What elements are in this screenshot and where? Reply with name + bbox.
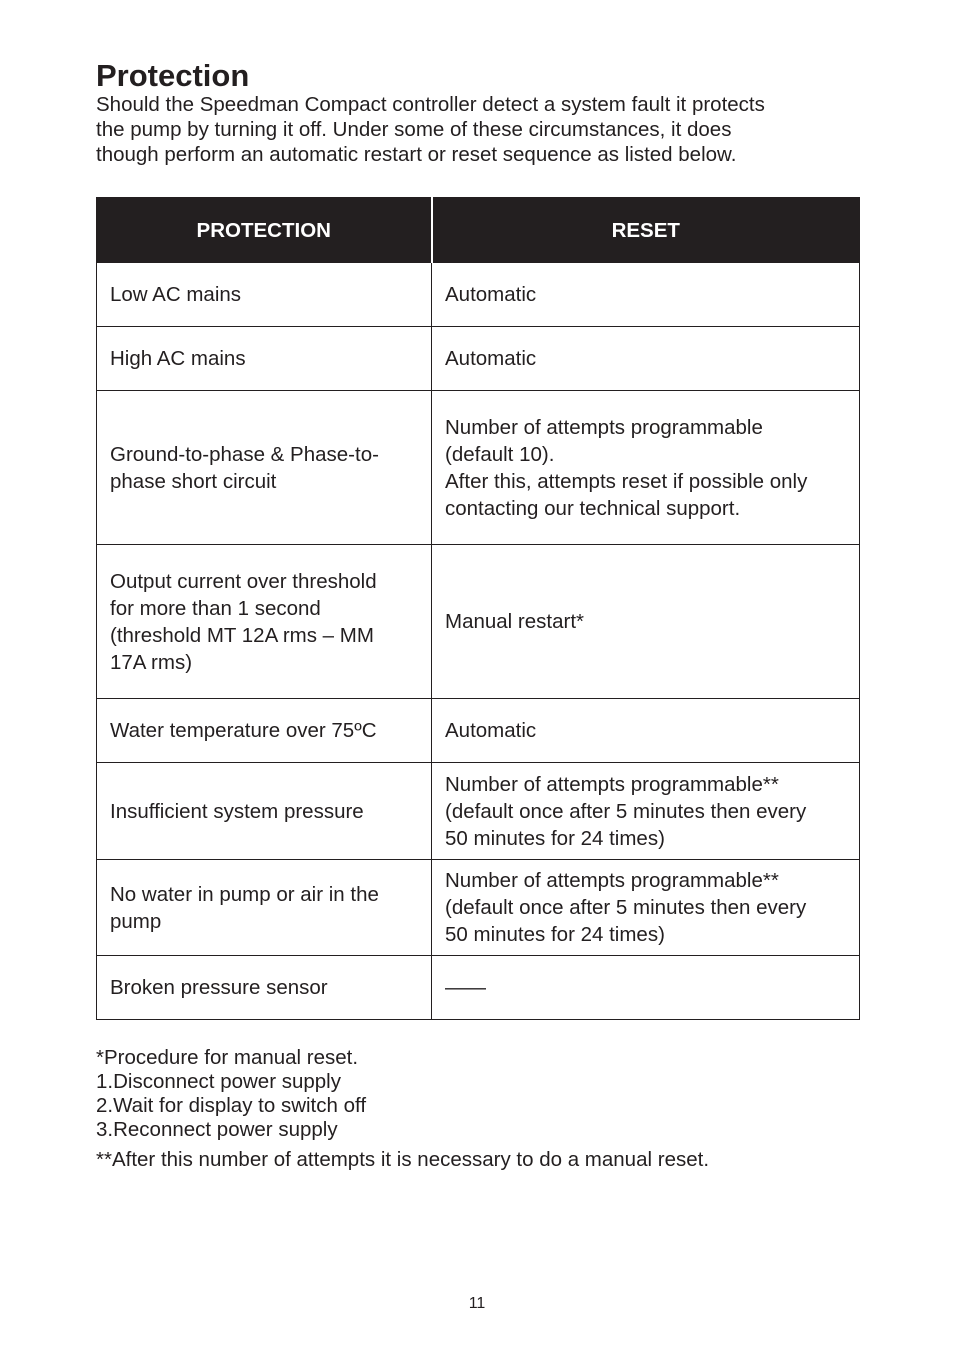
cell-line: Low AC mains [110, 283, 242, 306]
cell-line: —— [445, 976, 486, 999]
cell-line: Number of attempts programmable [445, 415, 763, 439]
table-row [97, 860, 860, 956]
page-number: 11 [468, 1295, 486, 1312]
table-header-row [97, 198, 860, 263]
cell-line: (threshold MT 12A rms – MM [110, 623, 374, 647]
cell-line: Manual restart* [445, 610, 585, 633]
footnote-line: 2.Wait for display to switch off [96, 1094, 367, 1117]
protection-cell [97, 391, 432, 545]
cell-line: contacting our technical support. [445, 496, 741, 520]
table-row [97, 545, 860, 699]
cell-line: Automatic [445, 347, 537, 370]
cell-line: phase short circuit [110, 469, 277, 493]
reset-cell [432, 545, 860, 699]
reset-cell [432, 860, 860, 956]
cell-line: 50 minutes for 24 times) [445, 923, 665, 946]
cell-line: Insufficient system pressure [110, 799, 364, 823]
protection-cell [97, 545, 432, 699]
cell-line: After this, attempts reset if possible only [445, 469, 808, 493]
reset-cell [432, 327, 860, 391]
attempts-footnote: **After this number of attempts it is necessary to do a manual reset. [96, 1148, 710, 1171]
protection-cell [97, 763, 432, 860]
reset-cell [432, 699, 860, 763]
cell-line: No water in pump or air in the [110, 882, 379, 906]
table-row [97, 263, 860, 327]
protection-cell [97, 699, 432, 763]
cell-line: Number of attempts programmable** [445, 869, 779, 892]
cell-line: Water temperature over 75ºC [110, 719, 377, 742]
page-title: Protection [96, 58, 250, 93]
footnote-line: *Procedure for manual reset. [96, 1046, 359, 1069]
protection-cell [97, 860, 432, 956]
table-row [97, 956, 860, 1020]
table-row [97, 699, 860, 763]
reset-cell [432, 391, 860, 545]
intro-paragraph [96, 92, 866, 167]
protection-table [96, 197, 860, 1020]
footnotes [96, 1046, 709, 1172]
table-row [97, 391, 860, 545]
cell-line: Ground-to-phase & Phase-to- [110, 442, 379, 466]
reset-cell [432, 763, 860, 860]
intro-line: the pump by turning it off. Under some of these circumstances, it does [96, 118, 732, 141]
protection-column-header: PROTECTION [97, 198, 432, 263]
cell-line: Output current over threshold [110, 569, 377, 593]
reset-cell [432, 956, 860, 1020]
cell-line: (default once after 5 minutes then every [445, 896, 807, 919]
cell-line: 50 minutes for 24 times) [445, 826, 665, 850]
protection-cell [97, 956, 432, 1020]
intro-line: though perform an automatic restart or reset sequence as listed below. [96, 143, 737, 166]
cell-line: Number of attempts programmable** [445, 772, 779, 796]
intro-line: Should the Speedman Compact controller detect a system fault it protects [96, 93, 765, 116]
cell-line: Automatic [445, 719, 537, 742]
table-row [97, 327, 860, 391]
reset-column-header: RESET [432, 198, 860, 263]
footnote-line: 3.Reconnect power supply [96, 1118, 338, 1141]
protection-cell [97, 263, 432, 327]
cell-line: Automatic [445, 283, 537, 306]
cell-line: 17A rms) [110, 650, 193, 674]
footnote-line: 1.Disconnect power supply [96, 1070, 341, 1093]
reset-cell [432, 263, 860, 327]
cell-line: (default 10). [445, 442, 555, 466]
table-row [97, 763, 860, 860]
cell-line: for more than 1 second [110, 596, 321, 620]
cell-line: Broken pressure sensor [110, 976, 328, 999]
cell-line: pump [110, 909, 162, 933]
cell-line: (default once after 5 minutes then every [445, 799, 807, 823]
protection-cell [97, 327, 432, 391]
cell-line: High AC mains [110, 347, 246, 370]
